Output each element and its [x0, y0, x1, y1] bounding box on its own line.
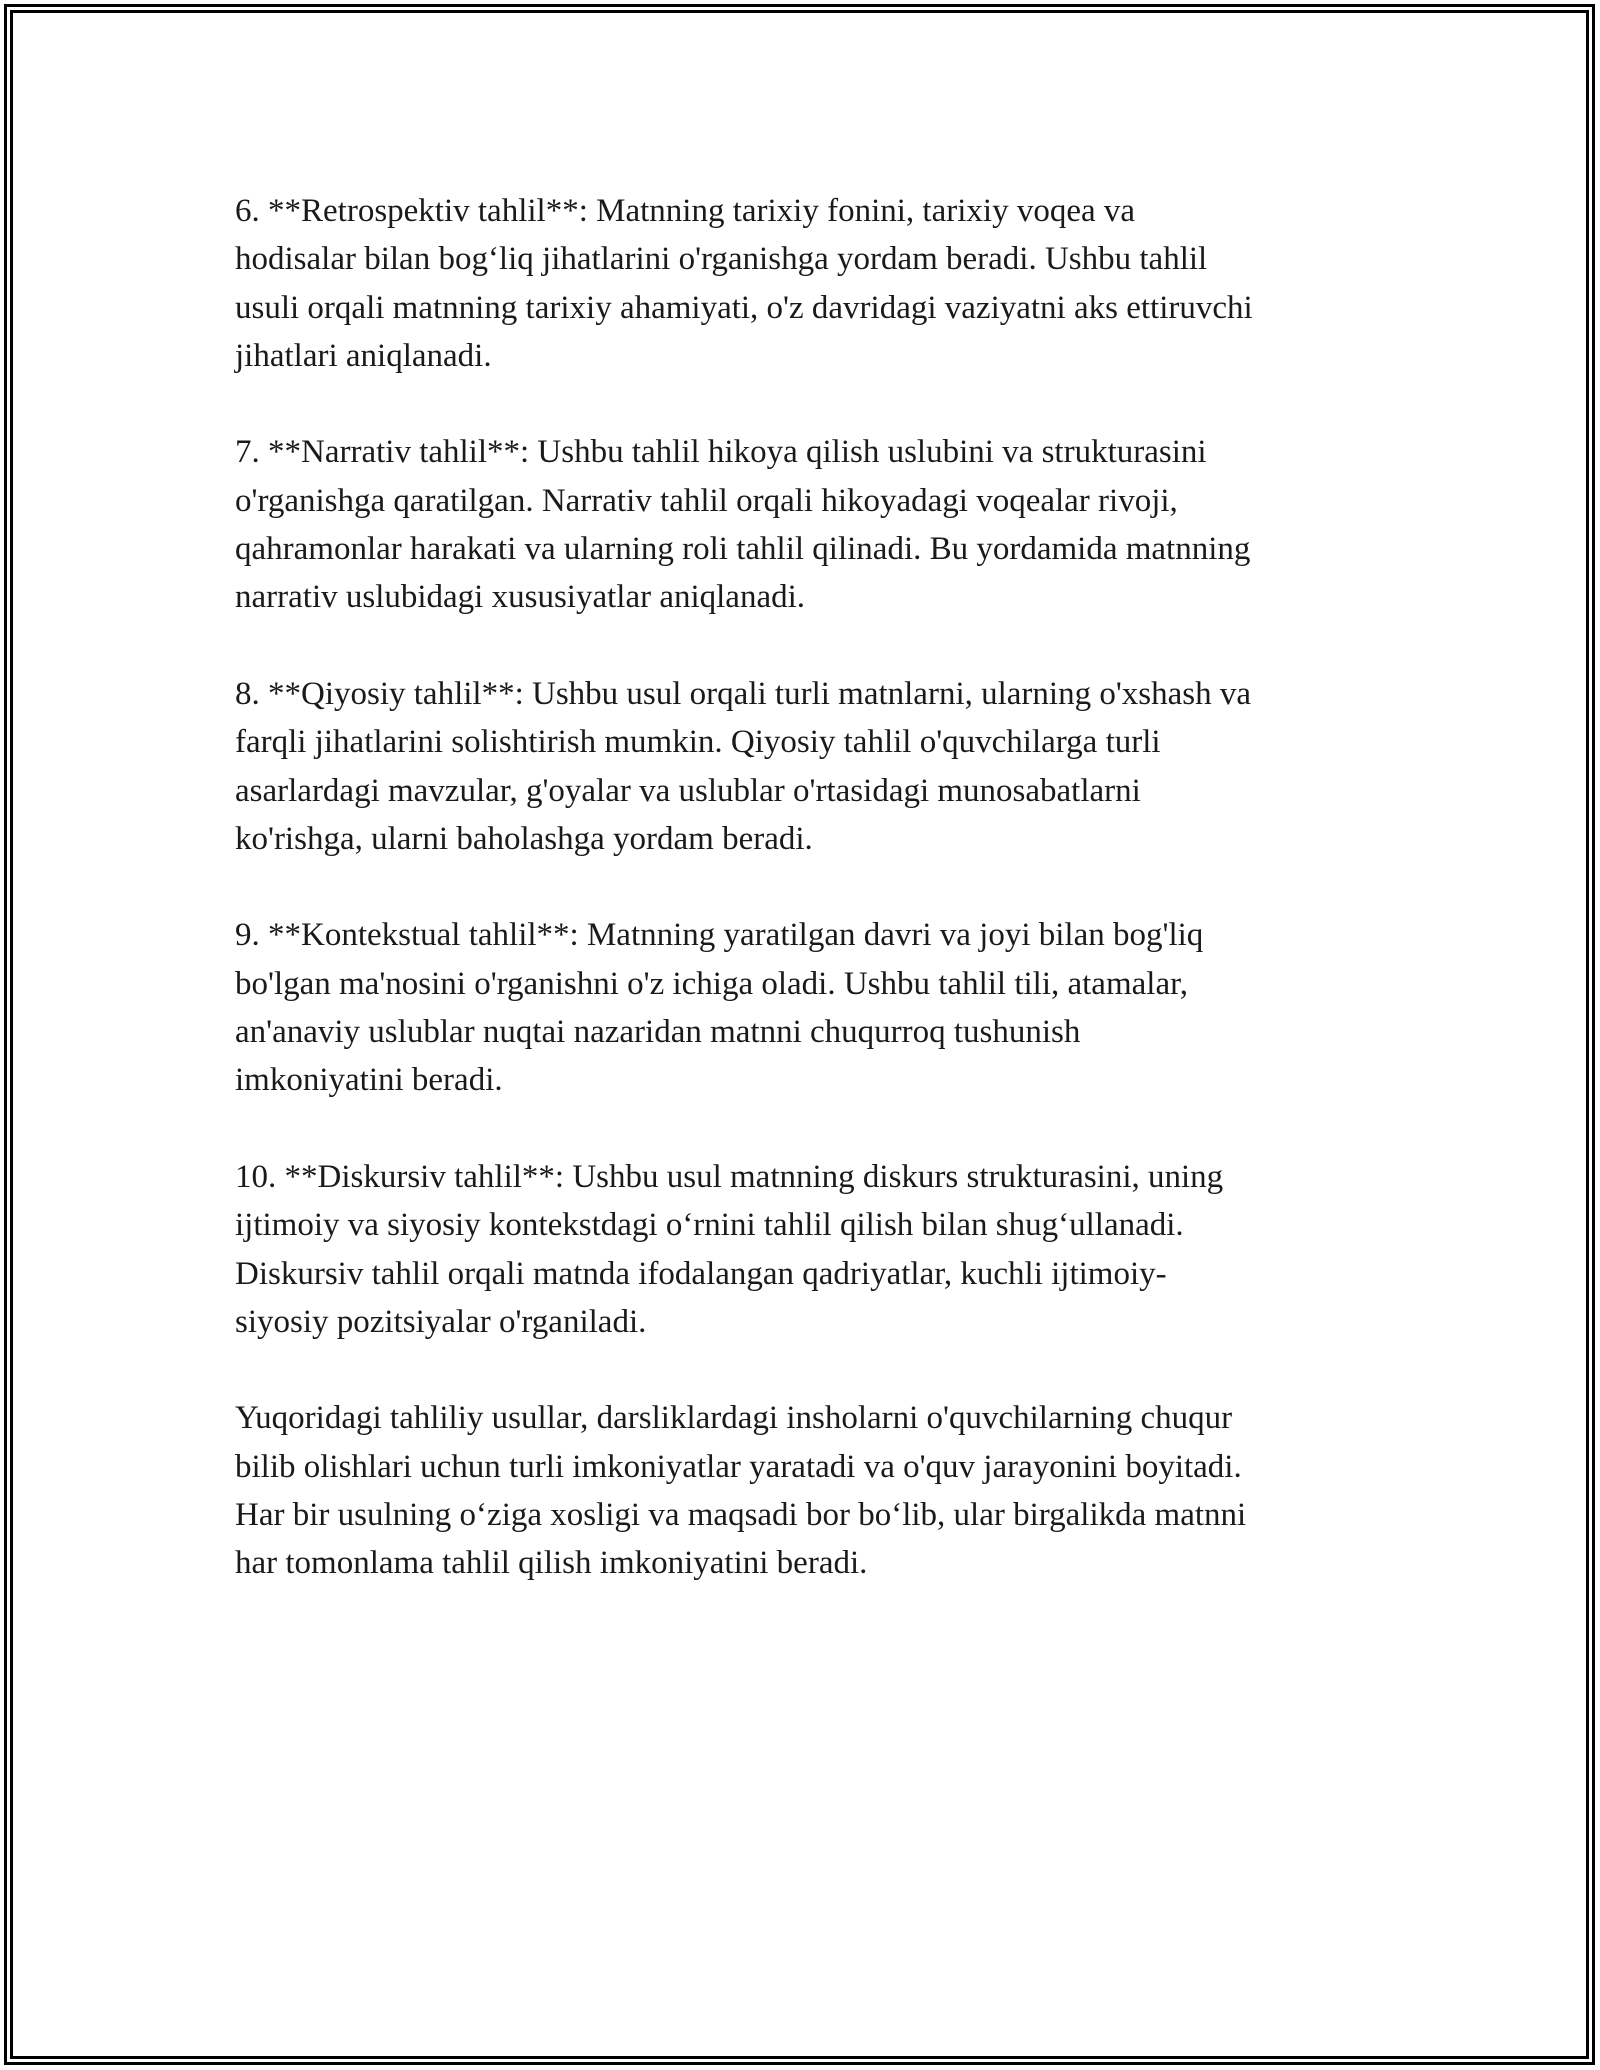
text-line: hodisalar bilan bog‘liq jihatlarini o'rganishga yordam beradi. Ushbu tahlil	[235, 241, 1208, 278]
paragraph-kontekstual-tahlil	[235, 911, 1385, 1104]
text-line: bilib olishlari uchun turli imkoniyatlar yaratadi va o'quv jarayonini boyitadi.	[235, 1448, 1242, 1485]
paragraph-retrospektiv-tahlil	[235, 187, 1385, 380]
text-line: Diskursiv tahlil orqali matnda ifodalangan qadriyatlar, kuchli ijtimoiy-	[235, 1255, 1167, 1292]
text-line: farqli jihatlarini solishtirish mumkin. Qiyosiy tahlil o'quvchilarga turli	[235, 724, 1161, 761]
text-line: imkoniyatini beradi.	[235, 1062, 503, 1099]
text-line: an'anaviy uslublar nuqtai nazaridan matnni chuqurroq tushunish	[235, 1014, 1081, 1051]
text-line: 6. **Retrospektiv tahlil**: Matnning tarixiy fonini, tarixiy voqea va	[235, 193, 1136, 229]
paragraph-narrativ-tahlil	[235, 428, 1385, 621]
paragraph-diskursiv-tahlil	[235, 1153, 1385, 1346]
text-line: usuli orqali matnning tarixiy ahamiyati, o'z davridagi vaziyatni aks ettiruvchi	[235, 289, 1253, 326]
text-line: 9. **Kontekstual tahlil**: Matnning yaratilgan davri va joyi bilan bog'liq	[235, 917, 1204, 954]
text-line: narrativ uslubidagi xususiyatlar aniqlanadi.	[235, 579, 806, 616]
paragraph-conclusion	[235, 1394, 1385, 1587]
text-line: o'rganishga qaratilgan. Narrativ tahlil orqali hikoyadagi voqealar rivoji,	[235, 482, 1178, 519]
text-line: 7. **Narrativ tahlil**: Ushbu tahlil hikoya qilish uslubini va strukturasini	[235, 434, 1207, 471]
text-line: jihatlari aniqlanadi.	[235, 337, 492, 374]
text-line: qahramonlar harakati va ularning roli tahlil qilinadi. Bu yordamida matnning	[235, 531, 1251, 568]
paragraph-qiyosiy-tahlil	[235, 670, 1385, 863]
text-line: Har bir usulning o‘ziga xosligi va maqsadi bor bo‘lib, ular birgalikda matnni	[235, 1497, 1247, 1534]
text-line: ijtimoiy va siyosiy kontekstdagi o‘rnini tahlil qilish bilan shug‘ullanadi.	[235, 1207, 1184, 1244]
text-line: bo'lgan ma'nosini o'rganishni o'z ichiga oladi. Ushbu tahlil tili, atamalar,	[235, 965, 1189, 1002]
text-line: siyosiy pozitsiyalar o'rganiladi.	[235, 1303, 647, 1340]
text-line: 8. **Qiyosiy tahlil**: Ushbu usul orqali turli matnlarni, ularning o'xshash va	[235, 675, 1252, 712]
text-line: ko'rishga, ularni baholashga yordam beradi.	[235, 820, 813, 857]
text-line: Yuqoridagi tahliliy usullar, darsliklardagi insholarni o'quvchilarning chuqur	[235, 1400, 1233, 1437]
text-line: har tomonlama tahlil qilish imkoniyatini beradi.	[235, 1545, 868, 1582]
text-line: 10. **Diskursiv tahlil**: Ushbu usul matnning diskurs strukturasini, uning	[235, 1158, 1224, 1195]
text-line: asarlardagi mavzular, g'oyalar va uslublar o'rtasidagi munosabatlarni	[235, 772, 1141, 809]
document-body	[235, 187, 1385, 1588]
